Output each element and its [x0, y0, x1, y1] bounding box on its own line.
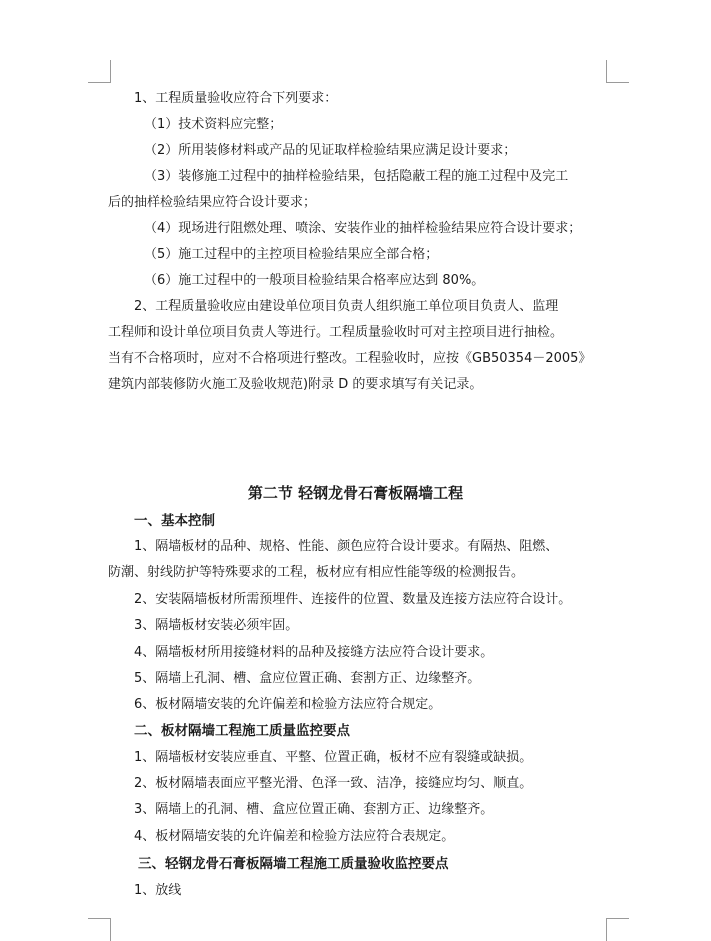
- paragraph-line: 2、板材隔墙表面应平整光滑、色泽一致、洁净，接缝应均匀、顺直。: [134, 776, 533, 791]
- paragraph-line: （1）技术资料应完整；: [144, 117, 283, 132]
- paragraph-line: 4、板材隔墙安装的允许偏差和检验方法应符合表规定。: [134, 829, 455, 844]
- paragraph-line: （3）装修施工过程中的抽样检验结果，包括隐蔽工程的施工过程中及完工: [144, 169, 569, 184]
- paragraph-line: 2、工程质量验收应由建设单位项目负责人组织施工单位项目负责人、监理: [134, 299, 559, 314]
- paragraph-line: （5）施工过程中的主控项目检验结果应全部合格；: [144, 247, 439, 262]
- paragraph-line: 5、隔墙上孔洞、槽、盒应位置正确、套割方正、边缘整齐。: [134, 671, 481, 686]
- paragraph-line: 2、安装隔墙板材所需预埋件、连接件的位置、数量及连接方法应符合设计。: [134, 592, 572, 607]
- paragraph-line: （4）现场进行阻燃处理、喷涂、安装作业的抽样检验结果应符合设计要求；: [144, 221, 582, 236]
- paragraph-line: 1、放线: [134, 883, 182, 898]
- page-corner-mark-bottom-right: [606, 918, 629, 941]
- page-corner-mark-top-right: [606, 60, 629, 83]
- section-heading: 一、基本控制: [134, 513, 215, 529]
- paragraph-line: 6、板材隔墙安装的允许偏差和检验方法应符合规定。: [134, 697, 442, 712]
- paragraph-line: 3、隔墙上的孔洞、槽、盒应位置正确、套割方正、边缘整齐。: [134, 802, 494, 817]
- paragraph-line: （2）所用装修材料或产品的见证取样检验结果应满足设计要求；: [144, 143, 517, 158]
- section-heading: 二、板材隔墙工程施工质量监控要点: [134, 723, 350, 739]
- paragraph-line: 1、工程质量验收应符合下列要求：: [134, 91, 338, 106]
- paragraph-line: 后的抽样检验结果应符合设计要求；: [108, 195, 317, 210]
- paragraph-line: 1、隔墙板材的品种、规格、性能、颜色应符合设计要求。有隔热、阻燃、: [134, 539, 559, 554]
- section-heading: 三、轻钢龙骨石膏板隔墙工程施工质量验收监控要点: [138, 856, 449, 872]
- section-title: 第二节 轻钢龙骨石膏板隔墙工程: [247, 484, 464, 502]
- paragraph-line: 防潮、射线防护等特殊要求的工程，板材应有相应性能等级的检测报告。: [108, 565, 525, 580]
- paragraph-line: 当有不合格项时，应对不合格项进行整改。工程验收时，应按《GB50354－2005》: [108, 351, 592, 366]
- paragraph-line: 4、隔墙板材所用接缝材料的品种及接缝方法应符合设计要求。: [134, 645, 494, 660]
- page-corner-mark-top-left: [88, 60, 111, 83]
- page-corner-mark-bottom-left: [88, 918, 111, 941]
- paragraph-line: 1、隔墙板材安装应垂直、平整、位置正确，板材不应有裂缝或缺损。: [134, 750, 533, 765]
- paragraph-line: 建筑内部装修防火施工及验收规范)附录 D 的要求填写有关记录。: [108, 377, 483, 392]
- paragraph-line: 3、隔墙板材安装必须牢固。: [134, 618, 299, 633]
- paragraph-line: 工程师和设计单位项目负责人等进行。工程质量验收时可对主控项目进行抽检。: [108, 325, 564, 340]
- paragraph-line: （6）施工过程中的一般项目检验结果合格率应达到 80%。: [144, 273, 485, 288]
